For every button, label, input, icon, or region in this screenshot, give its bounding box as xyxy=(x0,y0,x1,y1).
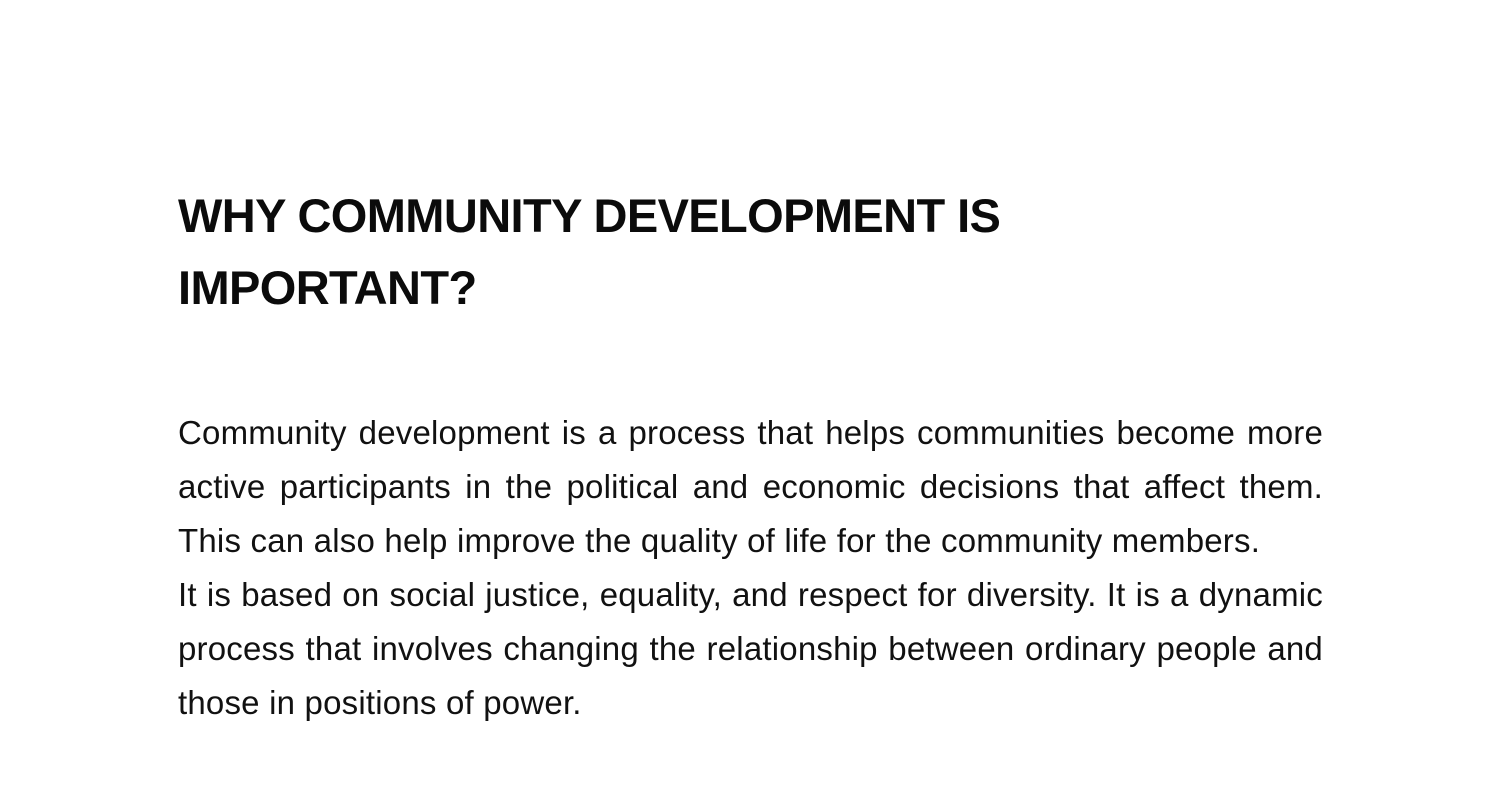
document-title: WHY COMMUNITY DEVELOPMENT IS IMPORTANT? xyxy=(178,189,1001,314)
document-content xyxy=(178,180,1323,730)
paragraph-1: Community development is a process that helps communities become more active participants in the political and economic decisions that affect them. This can also help improve the quality of life for the community members. xyxy=(178,414,1323,559)
paragraph-2: It is based on social justice, equality, and respect for diversity. It is a dynamic process that involves changing the relationship between ordinary people and those in positions of power. xyxy=(178,576,1323,721)
